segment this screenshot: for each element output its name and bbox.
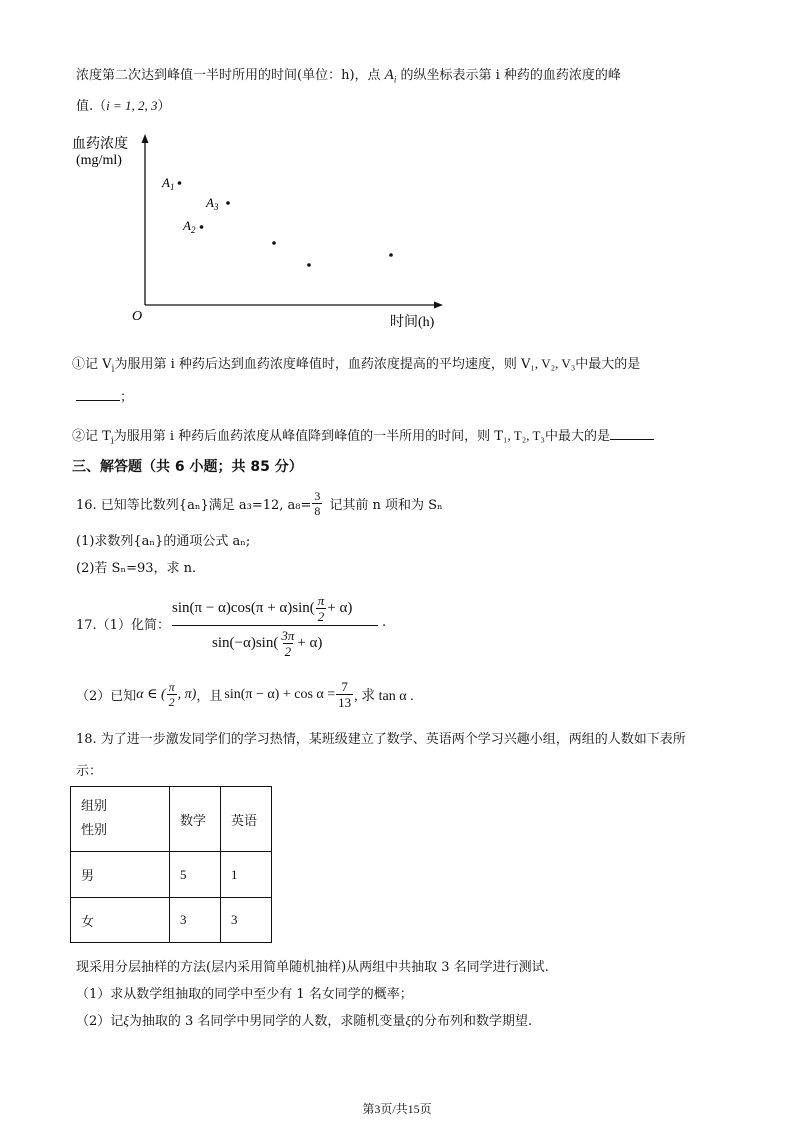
q15-part1-b: 为服用第 i 种药后达到血药浓度峰值时，血药浓度提高的平均速度，则 V — [114, 357, 531, 372]
table-corner-cell: 组别 性别 — [71, 787, 170, 852]
t-list: ₁, T₂, T₃ — [502, 428, 545, 443]
table-row-label: 男 — [71, 852, 170, 898]
q15-part1 — [72, 353, 640, 375]
q18-method: 现采用分层抽样的方法(层内采用简单随机抽样)从两组中共抽取 3 名同学进行测试. — [76, 960, 549, 975]
fraction-pi-2-cond: $\frac{\pi}{2}$ — [168, 680, 175, 709]
intro-line-2 — [76, 95, 171, 114]
q18-part2: （2）记ξ为抽取的 3 名同学中男同学的人数，求随机变量ξ的分布列和数学期望. — [76, 1013, 533, 1029]
q15-part1-c: 中最大的是 — [575, 357, 641, 372]
q17-part2-label: （2）已知 — [76, 689, 137, 704]
table-cell: 3 — [221, 898, 272, 943]
q16-stem-b: 记其前 n 项和为 Sₙ — [329, 498, 443, 513]
xi-symbol: ξ — [123, 1013, 129, 1028]
origin-label: O — [132, 309, 143, 324]
data-point-a3 — [226, 201, 230, 205]
v-list: ₁, V₂, V₃ — [530, 356, 576, 371]
table-header-cell: 数学 — [170, 787, 221, 852]
intro-line2-b: ） — [157, 99, 171, 114]
index-range: i = 1, 2, 3 — [106, 98, 158, 113]
q15-part2 — [72, 425, 654, 447]
q15-part2-c: 中最大的是 — [544, 429, 610, 444]
fraction-7-13: $\frac{7}{13}$ — [338, 679, 352, 710]
table-cell: 1 — [221, 852, 272, 898]
q16-stem-a: 16. 已知等比数列{aₙ}满足 a₃=12, a₈= — [76, 498, 312, 513]
q17-big-fraction — [172, 594, 378, 658]
y-axis-arrow-icon — [142, 134, 149, 143]
section-heading: 三、解答题（共 6 小题；共 85 分） — [72, 459, 303, 475]
q17-equation: sin(π − α) + cos α = — [224, 686, 336, 702]
q16-part1: (1)求数列{aₙ}的通项公式 aₙ; — [76, 534, 251, 549]
point-var-A: A — [384, 67, 394, 83]
data-point — [307, 263, 311, 267]
table-row-label: 女 — [71, 898, 170, 943]
q17-tail: . — [382, 615, 387, 630]
point-label-a1: $A_1$ — [162, 175, 175, 192]
fraction-3pi-2: $\frac{3\pi}{2}$ — [281, 628, 295, 659]
y-axis-label-2: (mg/ml) — [76, 153, 122, 168]
group-table — [70, 786, 272, 943]
table-header-row — [71, 787, 272, 852]
data-point-a2 — [200, 225, 204, 229]
fraction-pi-2: $\frac{\pi}{2}$ — [317, 593, 325, 624]
xi-symbol: ξ — [405, 1013, 411, 1028]
page-footer: 第3页/共15页 — [362, 1102, 432, 1116]
q17-label: 17.（1）化简： — [76, 618, 170, 633]
point-label-a2: $A_2$ — [183, 218, 196, 235]
q16-part2: (2)若 Sₙ=93，求 n. — [76, 561, 197, 576]
y-axis-label-1: 血药浓度 — [72, 137, 128, 152]
answer-blank-1[interactable] — [76, 400, 120, 401]
q15-part1-a: 记 V — [85, 357, 112, 372]
intro-text-b: 的纵坐标表示第 i 种药的血药浓度的峰 — [400, 68, 621, 83]
intro-line2-a: 值.（ — [76, 99, 107, 114]
q18-line1: 18. 为了进一步激发同学们的学习热情，某班级建立了数学、英语两个学习兴趣小组，两组的人数如下表所 — [76, 732, 686, 747]
x-axis-label: 时间(h) — [390, 315, 435, 330]
table-header-cell: 英语 — [221, 787, 272, 852]
q15-part1-end: ； — [120, 390, 134, 405]
q18-part1: （1）求从数学组抽取的同学中至少有 1 名女同学的概率； — [76, 987, 413, 1002]
intro-line-1 — [76, 64, 621, 85]
q18-line2: 示： — [76, 764, 103, 779]
point-var-sub: i — [393, 74, 397, 85]
q15-part2-a: 记 T — [85, 429, 111, 444]
q16-stem — [76, 490, 443, 517]
concentration-graph — [70, 130, 460, 335]
q17-denominator: sin(−α)sin( $\frac{3\pi}{2}$ + α) — [212, 628, 323, 659]
q15-part1-sub: i — [111, 364, 115, 375]
q15-part1-answer-line — [76, 386, 133, 405]
table-cell: 5 — [170, 852, 221, 898]
data-point — [272, 241, 276, 245]
circle-number-1: ① — [72, 357, 86, 372]
circle-number-2: ② — [72, 429, 86, 444]
q15-part2-sub: i — [110, 436, 114, 447]
data-point-a1 — [178, 181, 182, 185]
fraction-3-8: $\frac{3}{8}$ — [314, 489, 321, 518]
fraction-bar — [172, 625, 378, 626]
table-row — [71, 852, 272, 898]
q17-part2: （2）已知 α ∈ ( $\frac{\pi}{2}$ , π) ，且 sin(π − α) + cos α = $\frac{7}{13}$ , 求 tan α . — [76, 679, 414, 710]
q15-part2-b: 为服用第 i 种药后血药浓度从峰值降到峰值的一半所用的时间，则 T — [113, 429, 503, 444]
table-row — [71, 898, 272, 943]
point-label-a3: $A_3$ — [206, 195, 219, 212]
q17-numerator: sin(π − α)cos(π + α)sin( $\frac{\pi}{2}$ + α) — [172, 593, 353, 624]
x-axis-arrow-icon — [434, 302, 443, 309]
intro-text-a: 浓度第二次达到峰值一半时所用的时间(单位：h)，点 — [76, 68, 381, 83]
answer-blank-2[interactable] — [610, 439, 654, 440]
data-point — [389, 253, 393, 257]
table-cell: 3 — [170, 898, 221, 943]
